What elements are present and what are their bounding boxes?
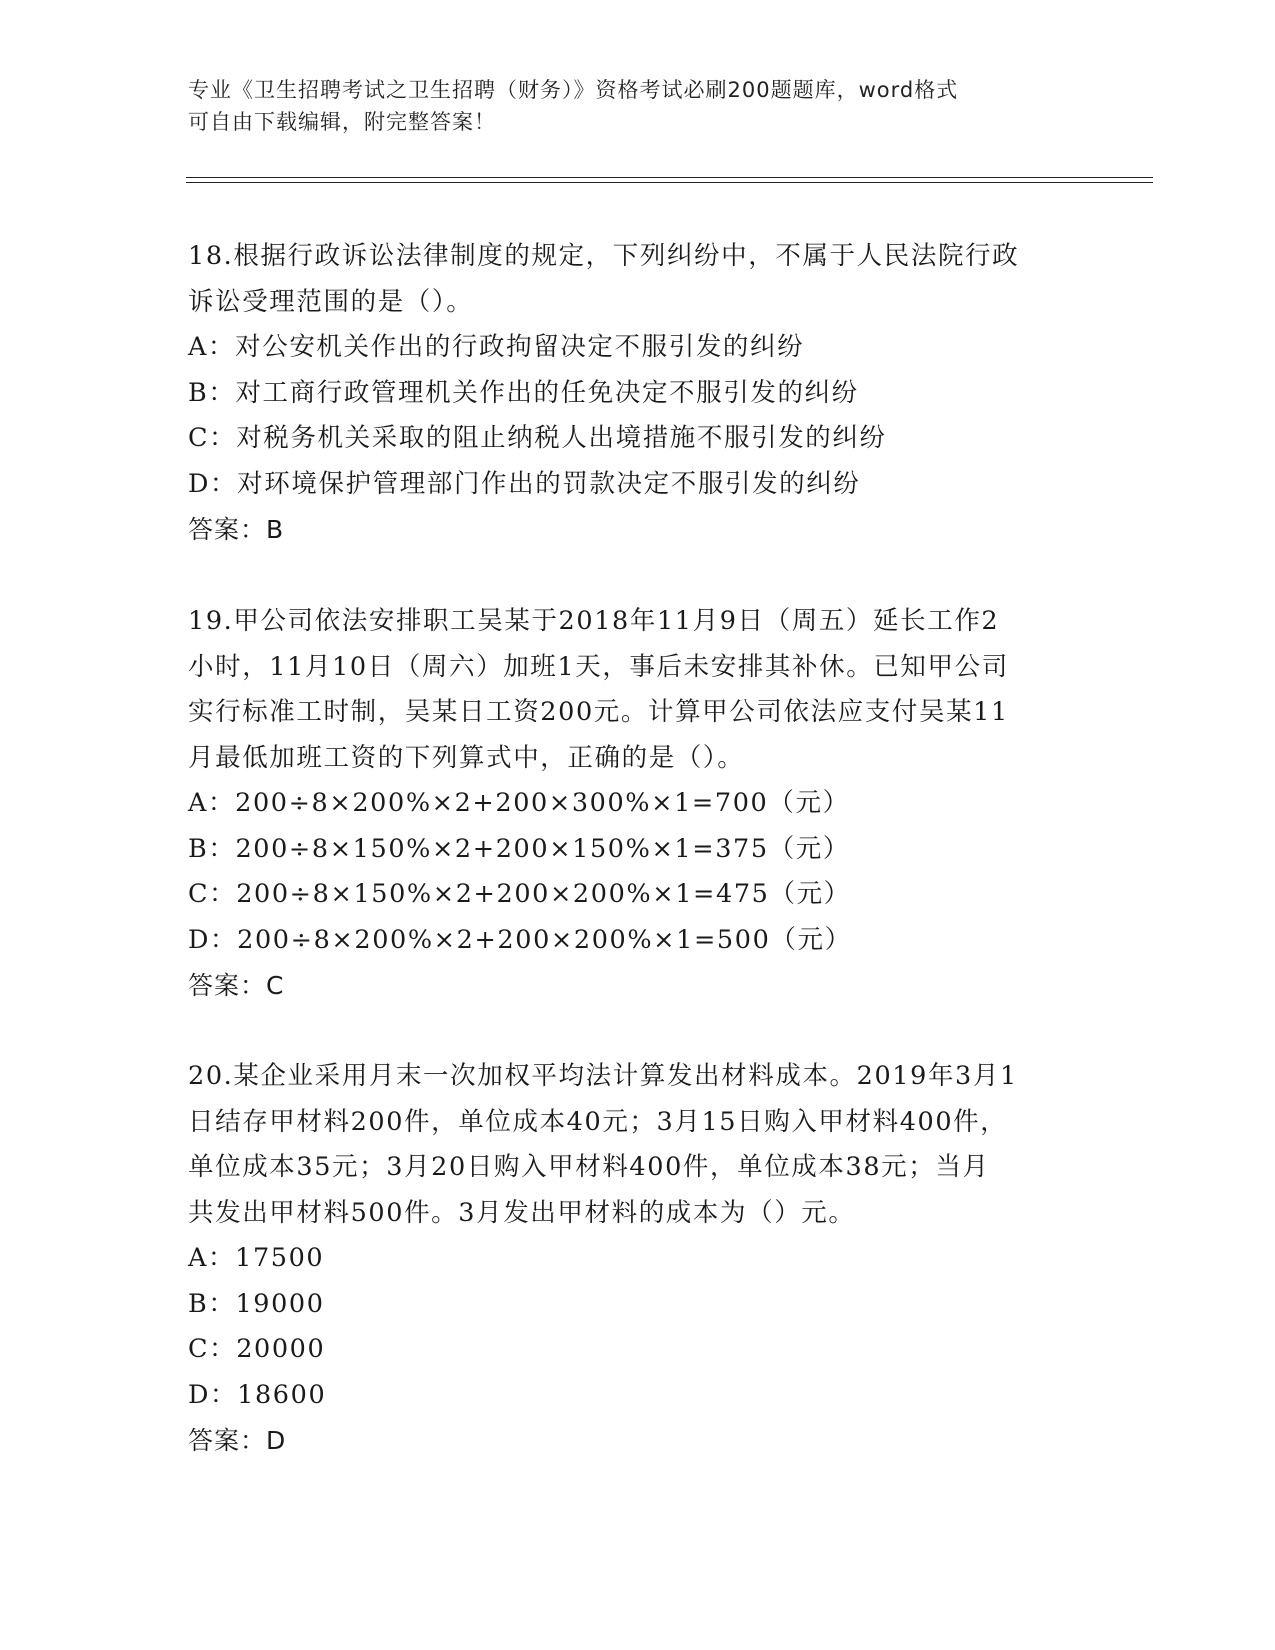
option-c: C：200÷8×150%×2+200×200%×1=475（元） [188, 879, 851, 909]
question-19 [188, 599, 1088, 1009]
question-stem-line: 实行标准工时制，吴某日工资200元。计算甲公司依法应支付吴某11 [188, 697, 1009, 727]
option-b: B：200÷8×150%×2+200×150%×1=375（元） [188, 833, 850, 864]
option-a: A：17500 [188, 1243, 325, 1273]
question-18 [188, 234, 1088, 553]
option-d: D：18600 [188, 1379, 327, 1410]
option-b: B：19000 [188, 1288, 325, 1319]
question-stem-line: 19.甲公司依法安排职工吴某于2018年11月9日（周五）延长工作2 [188, 606, 1000, 636]
question-stem-line: 18.根据行政诉讼法律制度的规定，下列纠纷中，不属于人民法院行政 [188, 241, 1020, 271]
document-header [188, 74, 1068, 138]
option-b: B：对工商行政管理机关作出的任免决定不服引发的纠纷 [188, 377, 859, 408]
option-d: D：对环境保护管理部门作出的罚款决定不服引发的纠纷 [188, 468, 861, 499]
header-line-2: 可自由下载编辑，附完整答案！ [188, 110, 496, 134]
question-20 [188, 1054, 1088, 1464]
option-c: C：20000 [188, 1334, 326, 1364]
answer-text: 答案：D [188, 1426, 287, 1455]
answer-text: 答案：C [188, 971, 285, 1000]
answer-text: 答案：B [188, 515, 285, 544]
header-rule-bottom [186, 182, 1153, 183]
question-stem-line: 日结存甲材料200件，单位成本40元；3月15日购入甲材料400件， [188, 1106, 1008, 1137]
question-stem-line: 小时，11月10日（周六）加班1天，事后未安排其补休。已知甲公司 [188, 651, 1009, 682]
question-stem-line: 20.某企业采用月末一次加权平均法计算发出材料成本。2019年3月1 [188, 1061, 1018, 1091]
question-stem-line: 共发出甲材料500件。3月发出甲材料的成本为（）元。 [188, 1197, 856, 1228]
header-rule-top [186, 177, 1153, 178]
question-stem-line: 单位成本35元；3月20日购入甲材料400件，单位成本38元；当月 [188, 1152, 990, 1182]
option-a: A：对公安机关作出的行政拘留决定不服引发的纠纷 [188, 332, 805, 362]
option-d: D：200÷8×200%×2+200×200%×1=500（元） [188, 924, 852, 955]
question-stem-line: 月最低加班工资的下列算式中，正确的是（）。 [188, 742, 745, 773]
option-a: A：200÷8×200%×2+200×300%×1=700（元） [188, 788, 850, 818]
question-stem-line: 诉讼受理范围的是（）。 [188, 286, 474, 317]
header-line-1: 专业《卫生招聘考试之卫生招聘（财务）》资格考试必刷200题题库，word格式 [188, 78, 959, 102]
option-c: C：对税务机关采取的阻止纳税人出境措施不服引发的纠纷 [188, 423, 887, 453]
